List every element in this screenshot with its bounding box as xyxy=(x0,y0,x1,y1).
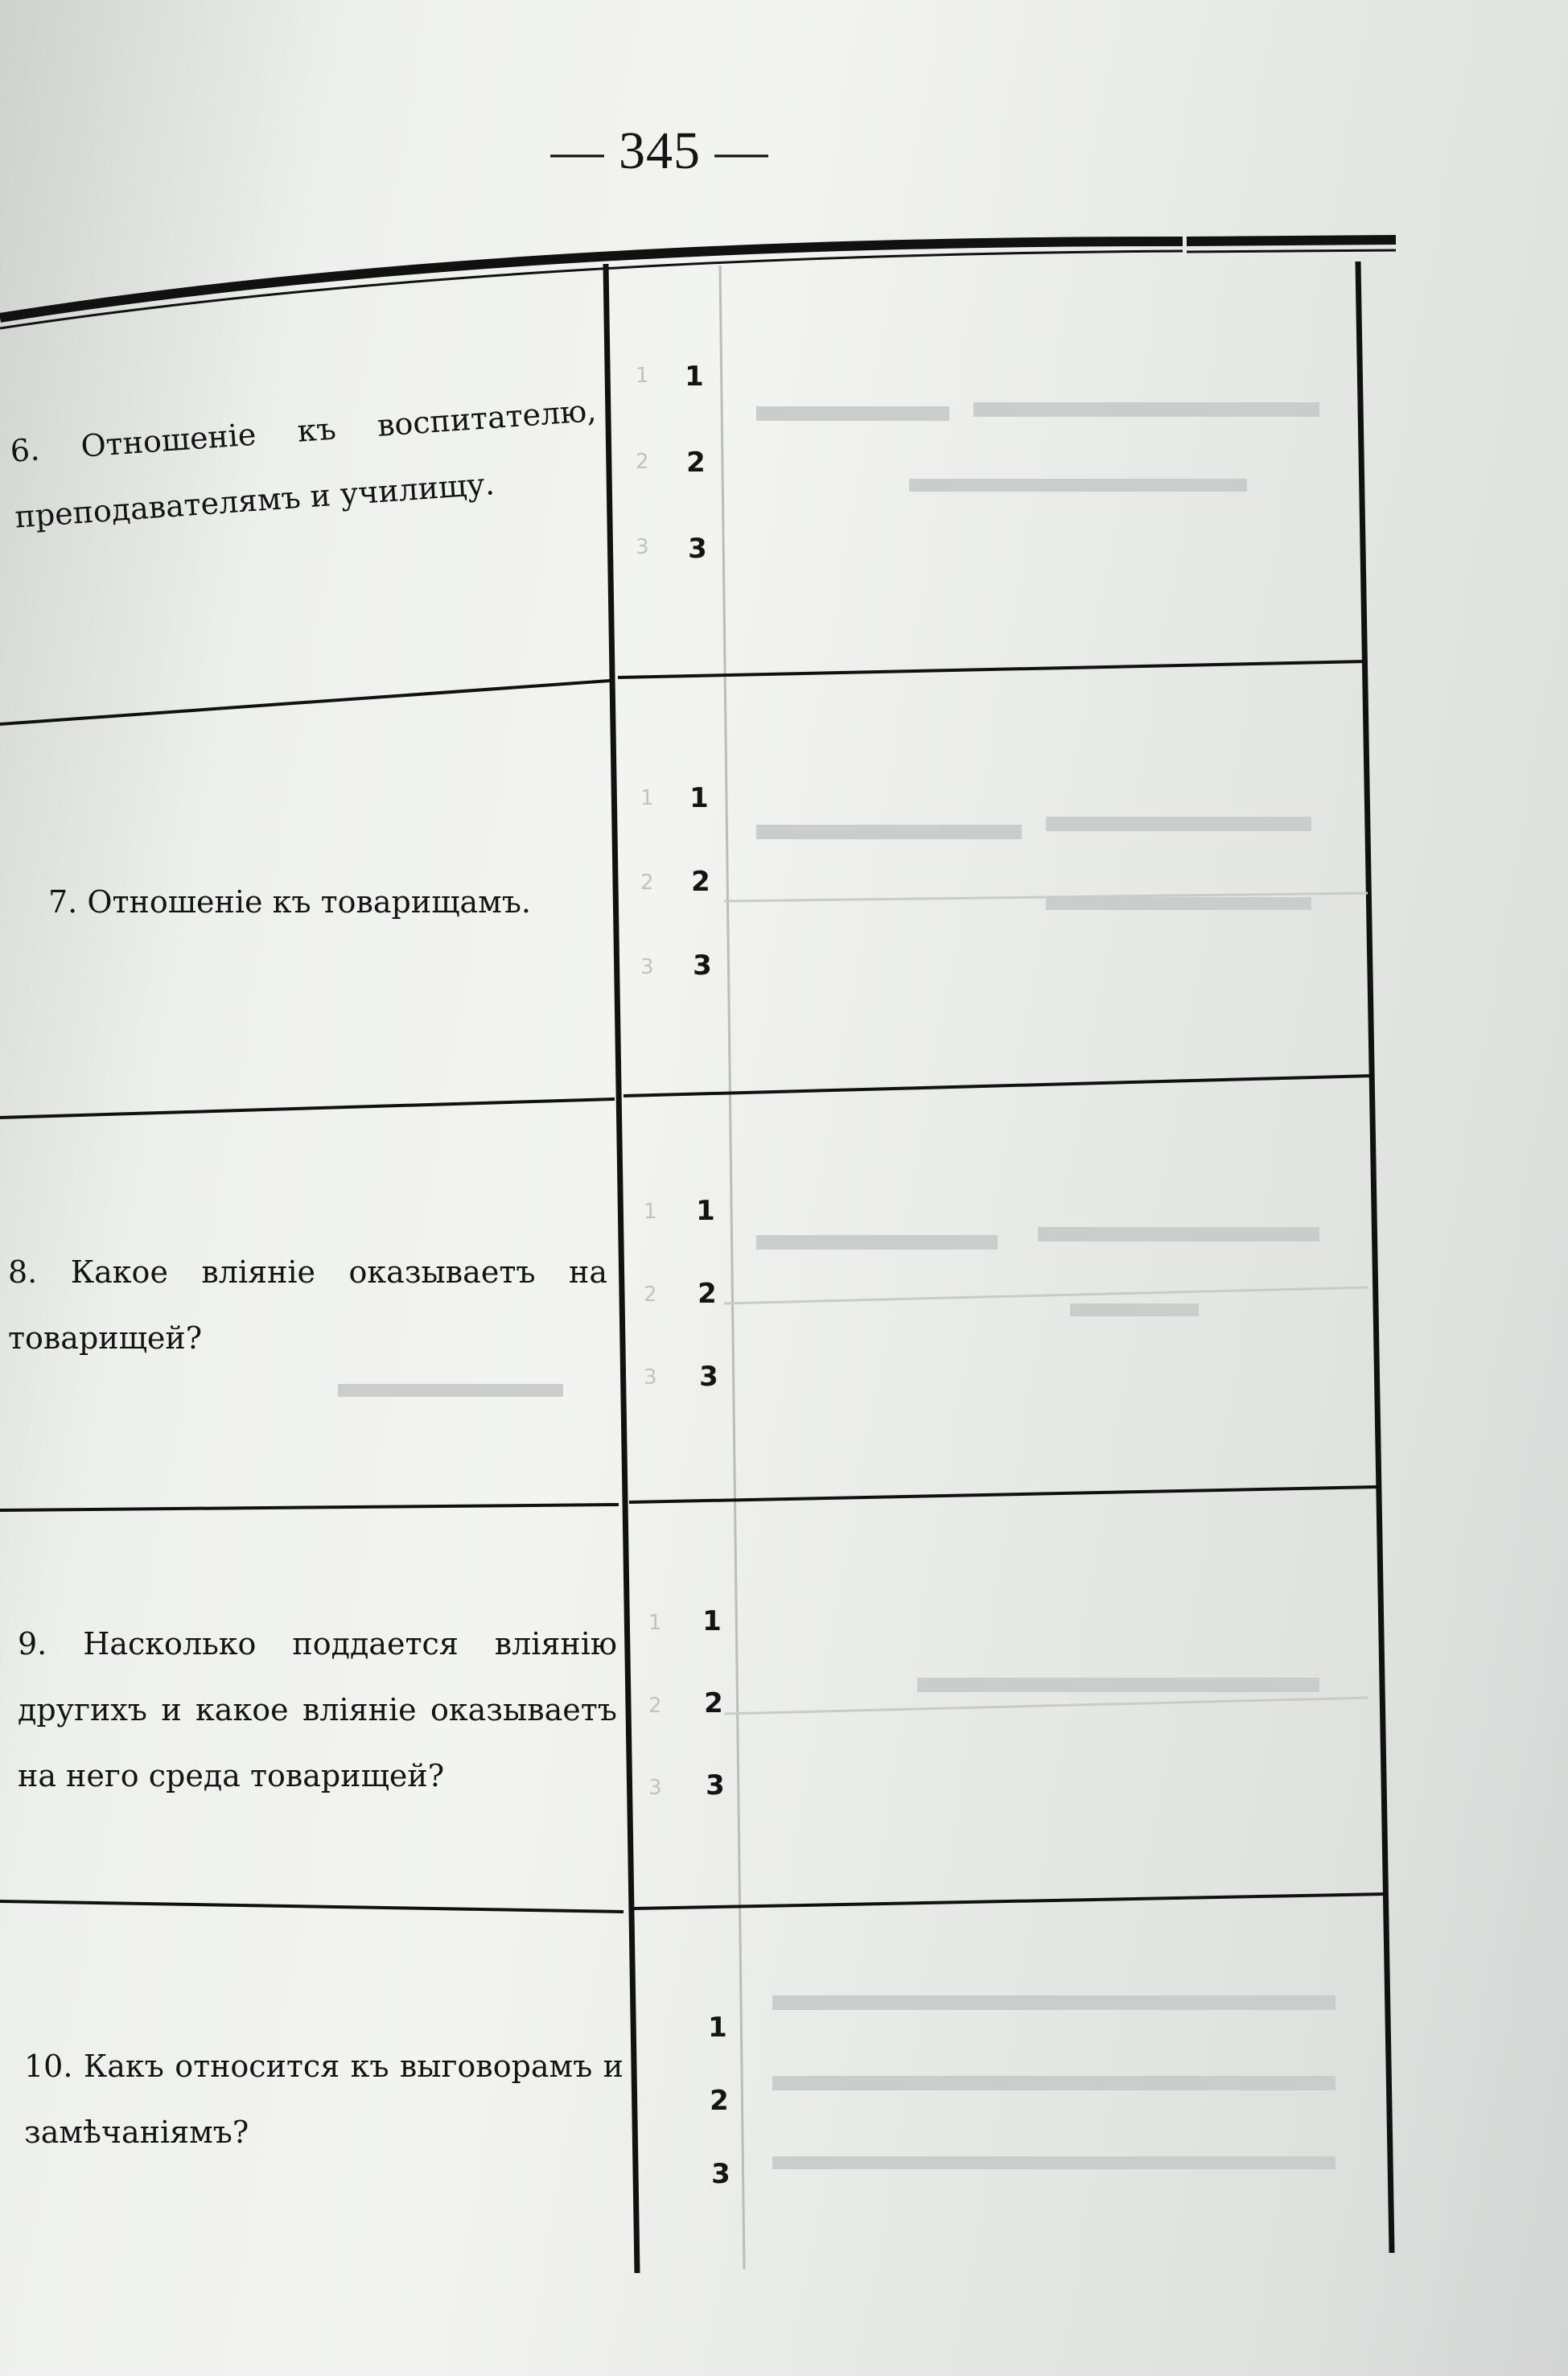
top-rule-right-second xyxy=(1187,250,1396,252)
svg-text:3: 3 xyxy=(644,1365,657,1390)
option-2: 2 xyxy=(691,866,710,898)
option-2: 2 xyxy=(698,1278,717,1310)
column-divider xyxy=(606,264,637,2273)
top-rule-right xyxy=(1187,240,1396,241)
page-number: — 345 — xyxy=(550,121,769,180)
row-separator-right-1 xyxy=(618,661,1366,677)
svg-text:2: 2 xyxy=(640,871,654,895)
svg-text:3: 3 xyxy=(640,955,654,979)
row-separator-left-1 xyxy=(0,681,610,724)
option-2: 2 xyxy=(704,1687,723,1719)
option-3: 3 xyxy=(711,2158,730,2190)
svg-text:2: 2 xyxy=(648,1694,662,1718)
question-6: 6. Отношеніе къ воспитателю, преподавателямъ и училищу. xyxy=(9,393,598,535)
question-10: 10. Какъ относится къ выговорамъ и замѣчаніямъ? xyxy=(24,2049,623,2150)
option-3: 3 xyxy=(706,1769,725,1802)
svg-text:1: 1 xyxy=(644,1200,657,1224)
option-1: 1 xyxy=(708,2012,727,2044)
row-separator-left-4 xyxy=(0,1901,623,1912)
right-border xyxy=(1358,261,1392,2253)
svg-text:2: 2 xyxy=(644,1283,657,1307)
option-1: 1 xyxy=(685,360,704,393)
row-separator-right-4 xyxy=(634,1894,1384,1909)
option-3: 3 xyxy=(688,533,707,565)
option-1: 1 xyxy=(689,782,709,814)
option-2: 2 xyxy=(686,447,706,479)
option-1: 1 xyxy=(696,1195,715,1227)
row-separator-left-2 xyxy=(0,1099,615,1118)
option-3: 3 xyxy=(699,1361,718,1393)
option-2: 2 xyxy=(710,2085,729,2117)
question-7: 7. Отношеніе къ товарищамъ. xyxy=(48,884,531,920)
row-separator-right-3 xyxy=(629,1487,1377,1502)
svg-text:1: 1 xyxy=(648,1611,662,1635)
question-9: 9. Насколько поддается вліянію другихъ и какое вліяніе оказываетъ на него среда товарищей? xyxy=(18,1626,617,1793)
svg-text:3: 3 xyxy=(648,1776,662,1800)
faint-column-divider xyxy=(720,266,744,2269)
question-8: 8. Какое вліяніе оказываетъ на товарищей? xyxy=(8,1254,607,1356)
row-separator-right-2 xyxy=(623,1076,1373,1096)
svg-text:1: 1 xyxy=(636,364,649,388)
svg-text:2: 2 xyxy=(636,450,649,474)
option-3: 3 xyxy=(693,949,712,982)
row-separator-left-3 xyxy=(0,1505,619,1510)
svg-text:1: 1 xyxy=(640,786,654,810)
svg-text:3: 3 xyxy=(636,535,649,559)
option-1: 1 xyxy=(702,1605,722,1637)
